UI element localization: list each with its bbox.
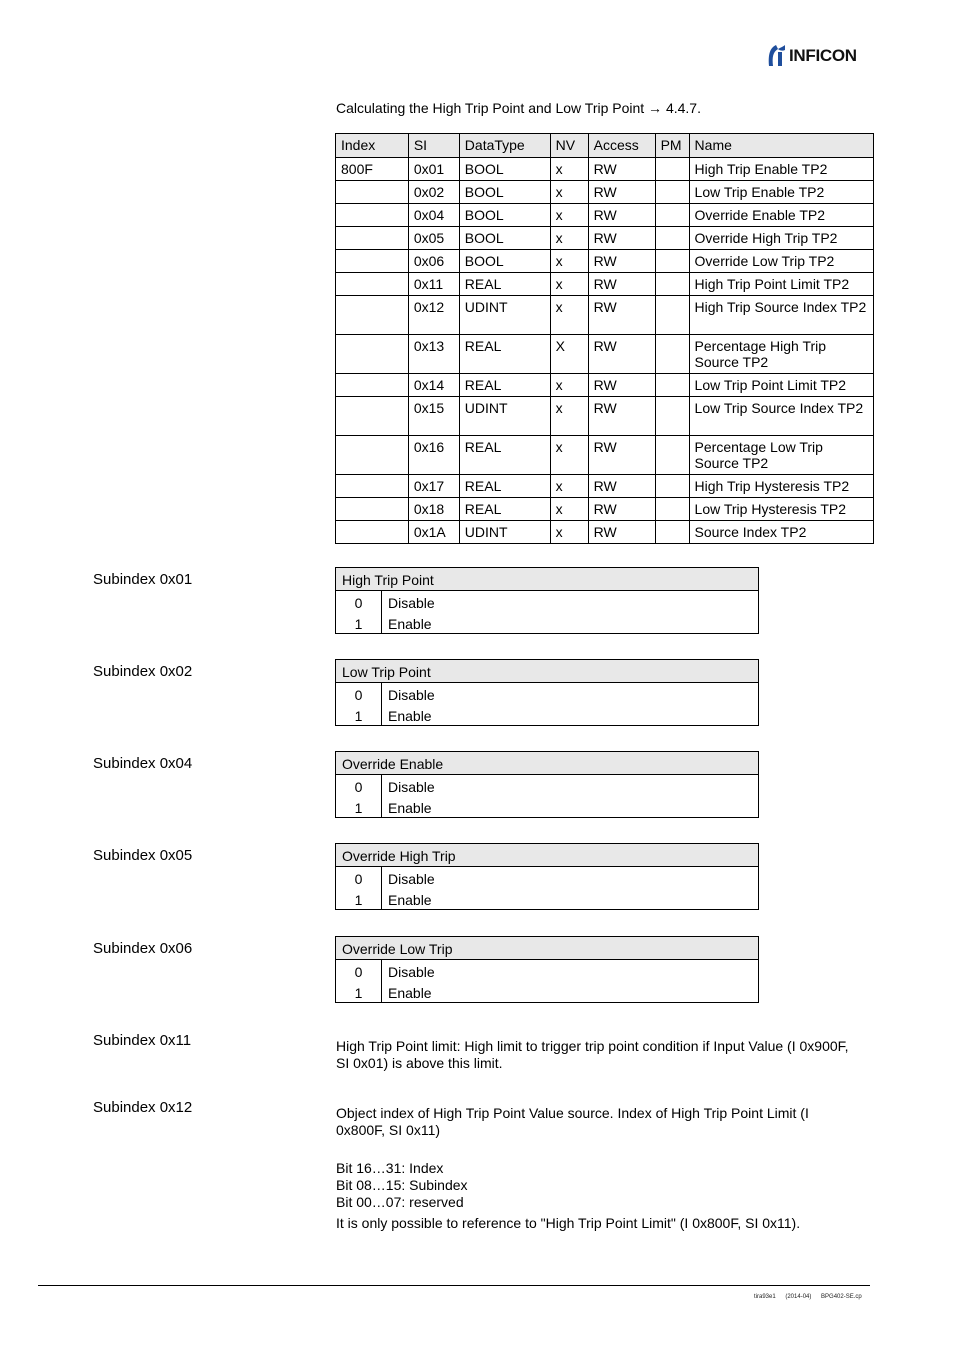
inficon-logo <box>766 44 857 68</box>
value-table <box>335 567 759 634</box>
table-cell: UDINT <box>459 521 550 544</box>
value-table-title: Override High Trip <box>336 844 758 867</box>
value-meaning: Disable <box>388 871 435 887</box>
value-meaning: Enable <box>388 892 432 908</box>
table-cell: 0x18 <box>408 498 459 521</box>
table-cell <box>336 181 409 204</box>
description-line: 0x800F, SI 0x11) <box>336 1122 441 1138</box>
footer-reference: tira93e1 (2014-04) BPG402-SE.cp <box>754 1294 862 1300</box>
subindex-label: Subindex 0x01 <box>93 571 193 588</box>
value-code: 0 <box>354 779 363 795</box>
table-row <box>336 273 874 296</box>
table-cell: x <box>550 374 588 397</box>
table-cell: x <box>550 273 588 296</box>
table-cell: 0x11 <box>408 273 459 296</box>
table-cell: BOOL <box>459 181 550 204</box>
value-table-title: Override Low Trip <box>336 937 758 960</box>
table-cell <box>655 227 689 250</box>
column-header: SI <box>408 134 459 158</box>
table-cell <box>336 227 409 250</box>
table-cell: REAL <box>459 475 550 498</box>
table-cell: RW <box>588 475 655 498</box>
table-cell: UDINT <box>459 397 550 436</box>
table-cell: REAL <box>459 498 550 521</box>
table-cell <box>655 204 689 227</box>
table-row <box>336 204 874 227</box>
value-code: 1 <box>354 616 363 632</box>
table-cell: RW <box>588 273 655 296</box>
subindex-label: Subindex 0x06 <box>93 940 193 957</box>
table-cell: x <box>550 475 588 498</box>
value-table <box>335 843 759 910</box>
table-cell <box>655 397 689 436</box>
bit-item: Bit 00…07: reserved <box>336 1194 464 1210</box>
table-cell <box>655 498 689 521</box>
description-line: Object index of High Trip Point Value source. Index of High Trip Point Limit (I <box>336 1105 809 1121</box>
table-row <box>336 227 874 250</box>
table-row <box>336 250 874 273</box>
table-cell: RW <box>588 158 655 181</box>
table-cell: Percentage Low Trip Source TP2 <box>689 436 873 475</box>
table-cell <box>336 335 409 374</box>
table-cell: x <box>550 250 588 273</box>
table-cell: BOOL <box>459 204 550 227</box>
table-cell: RW <box>588 374 655 397</box>
table-cell: BOOL <box>459 250 550 273</box>
subindex-label: Subindex 0x04 <box>93 755 193 772</box>
value-meaning: Enable <box>388 708 432 724</box>
value-table-title: Override Enable <box>336 752 758 775</box>
description-line: SI 0x01) is above this limit. <box>336 1055 503 1071</box>
column-header: Name <box>689 134 873 158</box>
table-cell <box>655 273 689 296</box>
table-cell: RW <box>588 498 655 521</box>
value-table-title: Low Trip Point <box>336 660 758 683</box>
table-row <box>336 498 874 521</box>
subindex-0x11-description <box>336 1038 849 1072</box>
table-cell <box>336 436 409 475</box>
footer-divider <box>38 1285 870 1286</box>
table-cell: Override High Trip TP2 <box>689 227 873 250</box>
table-cell <box>336 273 409 296</box>
table-cell: x <box>550 158 588 181</box>
description-line: High Trip Point limit: High limit to trigger trip point condition if Input Value (I 0x900F, <box>336 1038 849 1054</box>
value-table <box>335 936 759 1003</box>
column-header: DataType <box>459 134 550 158</box>
table-cell: Percentage High Trip Source TP2 <box>689 335 873 374</box>
table-cell: RW <box>588 296 655 335</box>
table-cell: RW <box>588 250 655 273</box>
table-cell: REAL <box>459 436 550 475</box>
table-cell: 0x01 <box>408 158 459 181</box>
value-code: 1 <box>354 985 363 1001</box>
table-cell <box>336 374 409 397</box>
table-cell: Source Index TP2 <box>689 521 873 544</box>
value-meaning: Disable <box>388 687 435 703</box>
table-cell: REAL <box>459 273 550 296</box>
table-cell: Override Enable TP2 <box>689 204 873 227</box>
table-cell <box>655 436 689 475</box>
table-row <box>336 181 874 204</box>
table-cell: High Trip Hysteresis TP2 <box>689 475 873 498</box>
table-cell: x <box>550 181 588 204</box>
table-cell: 0x17 <box>408 475 459 498</box>
table-cell: Low Trip Source Index TP2 <box>689 397 873 436</box>
table-cell: BOOL <box>459 227 550 250</box>
table-cell <box>336 204 409 227</box>
bit-list <box>336 1160 468 1211</box>
table-cell: RW <box>588 436 655 475</box>
subindex-label-0x12: Subindex 0x12 <box>93 1099 193 1116</box>
table-cell: 0x1A <box>408 521 459 544</box>
table-header-row <box>336 134 874 158</box>
table-cell: 0x14 <box>408 374 459 397</box>
table-cell: 0x13 <box>408 335 459 374</box>
table-cell: x <box>550 296 588 335</box>
table-cell: High Trip Source Index TP2 <box>689 296 873 335</box>
table-cell <box>655 335 689 374</box>
value-code: 1 <box>354 892 363 908</box>
table-row <box>336 374 874 397</box>
value-code: 1 <box>354 800 363 816</box>
logo-text: INFICON <box>789 46 857 65</box>
value-table-title: High Trip Point <box>336 568 758 591</box>
table-cell <box>655 296 689 335</box>
value-code: 1 <box>354 708 363 724</box>
table-row <box>336 335 874 374</box>
table-row <box>336 296 874 335</box>
value-table <box>335 659 759 726</box>
table-cell <box>336 296 409 335</box>
table-row <box>336 521 874 544</box>
value-meaning: Disable <box>388 964 435 980</box>
table-row <box>336 475 874 498</box>
table-cell: X <box>550 335 588 374</box>
column-header: Access <box>588 134 655 158</box>
table-row <box>336 397 874 436</box>
value-code: 0 <box>354 871 363 887</box>
table-cell: REAL <box>459 374 550 397</box>
table-cell <box>336 397 409 436</box>
bit-item: Bit 16…31: Index <box>336 1160 444 1176</box>
table-cell: 0x04 <box>408 204 459 227</box>
table-cell: Override Low Trip TP2 <box>689 250 873 273</box>
subindex-0x12-description <box>336 1105 809 1139</box>
table-cell: 0x12 <box>408 296 459 335</box>
table-cell: Low Trip Enable TP2 <box>689 181 873 204</box>
table-cell <box>336 475 409 498</box>
table-cell: RW <box>588 335 655 374</box>
subindex-label: Subindex 0x05 <box>93 847 193 864</box>
bit-item: Bit 08…15: Subindex <box>336 1177 468 1193</box>
reference-note: It is only possible to reference to "High Trip Point Limit" (I 0x800F, SI 0x11). <box>336 1215 801 1231</box>
value-code: 0 <box>354 964 363 980</box>
table-cell: 0x06 <box>408 250 459 273</box>
intro-text: Calculating the High Trip Point and Low Trip Point → 4.4.7. <box>336 100 701 116</box>
value-meaning: Disable <box>388 595 435 611</box>
table-cell: x <box>550 227 588 250</box>
table-cell <box>655 521 689 544</box>
table-cell <box>655 158 689 181</box>
table-cell: 0x02 <box>408 181 459 204</box>
table-row <box>336 158 874 181</box>
column-header: PM <box>655 134 689 158</box>
value-meaning: Enable <box>388 616 432 632</box>
column-header: NV <box>550 134 588 158</box>
value-meaning: Enable <box>388 985 432 1001</box>
table-cell: RW <box>588 181 655 204</box>
table-cell: Low Trip Hysteresis TP2 <box>689 498 873 521</box>
value-meaning: Disable <box>388 779 435 795</box>
table-cell <box>336 498 409 521</box>
inficon-mark-icon <box>766 44 786 68</box>
column-header: Index <box>336 134 409 158</box>
value-code: 0 <box>354 687 363 703</box>
value-code: 0 <box>354 595 363 611</box>
table-cell <box>336 521 409 544</box>
table-cell: Low Trip Point Limit TP2 <box>689 374 873 397</box>
table-cell: REAL <box>459 335 550 374</box>
table-cell <box>655 250 689 273</box>
table-cell: 0x05 <box>408 227 459 250</box>
table-row <box>336 436 874 475</box>
object-table <box>335 133 874 544</box>
subindex-label-0x11: Subindex 0x11 <box>93 1032 192 1049</box>
table-cell <box>655 181 689 204</box>
table-cell: x <box>550 498 588 521</box>
table-cell: RW <box>588 397 655 436</box>
table-cell: BOOL <box>459 158 550 181</box>
table-cell: High Trip Point Limit TP2 <box>689 273 873 296</box>
table-cell: x <box>550 204 588 227</box>
table-cell <box>655 374 689 397</box>
table-cell: 0x16 <box>408 436 459 475</box>
subindex-label: Subindex 0x02 <box>93 663 193 680</box>
table-cell: RW <box>588 204 655 227</box>
value-meaning: Enable <box>388 800 432 816</box>
table-cell: x <box>550 397 588 436</box>
table-cell: RW <box>588 227 655 250</box>
table-cell: x <box>550 521 588 544</box>
table-cell: High Trip Enable TP2 <box>689 158 873 181</box>
table-cell: 800F <box>336 158 409 181</box>
value-table <box>335 751 759 818</box>
table-cell: 0x15 <box>408 397 459 436</box>
table-cell: x <box>550 436 588 475</box>
table-cell: RW <box>588 521 655 544</box>
table-cell <box>655 475 689 498</box>
table-cell: UDINT <box>459 296 550 335</box>
table-cell <box>336 250 409 273</box>
